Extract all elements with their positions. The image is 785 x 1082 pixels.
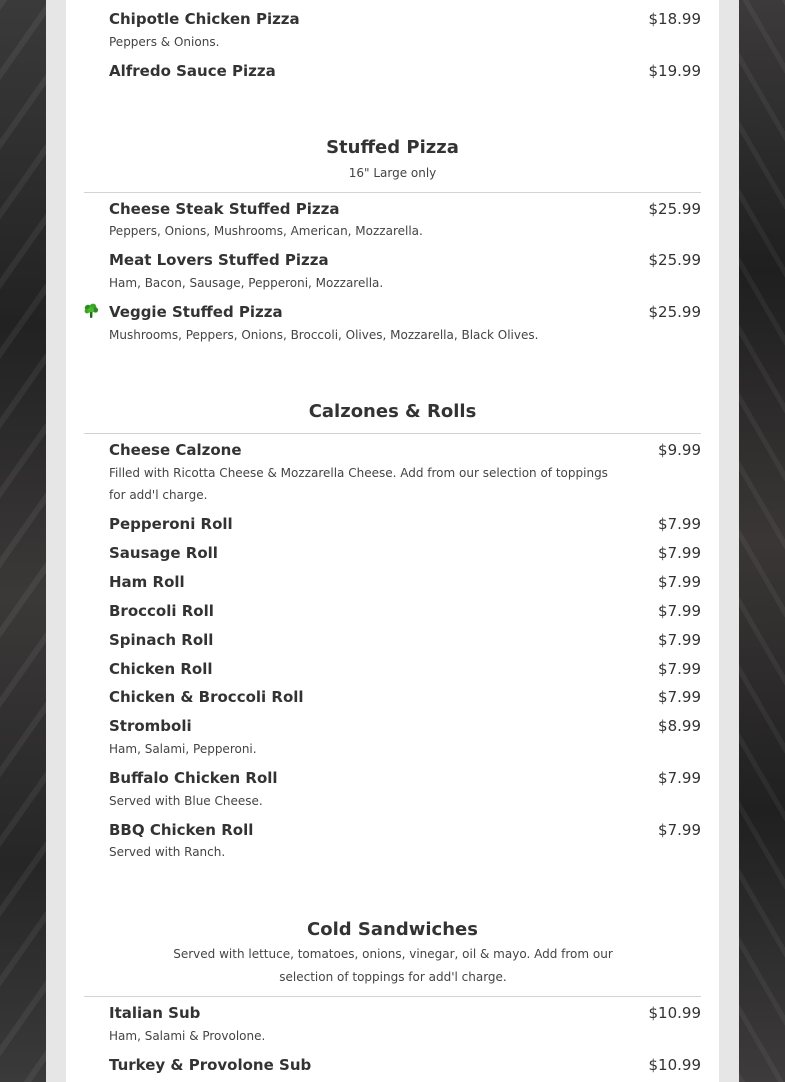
menu-item-description: Filled with Ricotta Cheese & Mozzarella Cheese. Add from our selection of toppings for add'l charge.: [109, 466, 608, 502]
menu-item-name: Alfredo Sauce Pizza: [109, 62, 276, 80]
menu-item-name: Broccoli Roll: [109, 602, 214, 620]
section-subtitle: 16" Large only: [348, 166, 437, 180]
menu-item-price: $10.99: [648, 1056, 701, 1074]
menu-item-description: Served with Ranch.: [109, 845, 226, 859]
menu-item-name: Chicken Roll: [109, 660, 213, 678]
menu-item-price: $25.99: [648, 251, 701, 269]
menu-item-name: Stromboli: [109, 717, 192, 735]
menu-item-name: Sausage Roll: [109, 544, 218, 562]
menu-item-name: Pepperoni Roll: [109, 515, 233, 533]
menu-item-description: Peppers, Onions, Mushrooms, American, Mozzarella.: [109, 224, 423, 238]
section-title-stuffed-pizza: Stuffed Pizza: [326, 137, 459, 158]
menu-item-name: BBQ Chicken Roll: [109, 821, 254, 839]
section-divider: [84, 433, 701, 434]
menu-item-name: Chipotle Chicken Pizza: [109, 10, 300, 28]
menu-item-name: Buffalo Chicken Roll: [109, 769, 278, 787]
menu-item-description: Served with Blue Cheese.: [109, 794, 263, 808]
menu-item-name: Italian Sub: [109, 1004, 201, 1022]
menu-item-price: $7.99: [658, 515, 701, 533]
menu-item-description: Ham, Bacon, Sausage, Pepperoni, Mozzarella.: [109, 276, 384, 290]
menu-item-price: $8.99: [658, 717, 701, 735]
background-right: [739, 0, 785, 1082]
menu-item-price: $7.99: [658, 631, 701, 649]
menu-item-price: $7.99: [658, 544, 701, 562]
menu-item-price: $7.99: [658, 769, 701, 787]
menu-item-name: Turkey & Provolone Sub: [109, 1056, 312, 1074]
menu-item-price: $7.99: [658, 821, 701, 839]
menu-item-price: $7.99: [658, 573, 701, 591]
section-title-cold-sandwiches: Cold Sandwiches: [307, 919, 478, 940]
menu-item-price: $18.99: [648, 10, 701, 28]
menu-item-description: Ham, Salami, Pepperoni.: [109, 742, 257, 756]
menu-item-name: Meat Lovers Stuffed Pizza: [109, 251, 329, 269]
menu-item-price: $7.99: [658, 688, 701, 706]
menu-item-name: Spinach Roll: [109, 631, 214, 649]
menu-item-name: Chicken & Broccoli Roll: [109, 688, 304, 706]
menu-item-name: Veggie Stuffed Pizza: [109, 303, 283, 321]
section-subtitle: Served with lettuce, tomatoes, onions, vinegar, oil & mayo. Add from our selection of toppings for add'l charge.: [173, 947, 613, 984]
broccoli-icon: [83, 303, 99, 319]
menu-item-price: $9.99: [658, 441, 701, 459]
menu-item-price: $10.99: [648, 1004, 701, 1022]
menu-item-price: $25.99: [648, 303, 701, 321]
menu-item-description: Mushrooms, Peppers, Onions, Broccoli, Olives, Mozzarella, Black Olives.: [109, 328, 539, 342]
section-divider: [84, 192, 701, 193]
section-title-calzones-rolls: Calzones & Rolls: [308, 401, 477, 422]
menu-item-name: Cheese Calzone: [109, 441, 242, 459]
menu-item-price: $19.99: [648, 62, 701, 80]
menu-item-description: Peppers & Onions.: [109, 35, 220, 49]
menu-item-name: Ham Roll: [109, 573, 185, 591]
menu-item-description: Ham, Salami & Provolone.: [109, 1029, 266, 1043]
background-left: [0, 0, 46, 1082]
section-divider: [84, 996, 701, 997]
menu-item-price: $7.99: [658, 602, 701, 620]
menu-item-price: $7.99: [658, 660, 701, 678]
menu-item-price: $25.99: [648, 200, 701, 218]
menu-item-name: Cheese Steak Stuffed Pizza: [109, 200, 340, 218]
